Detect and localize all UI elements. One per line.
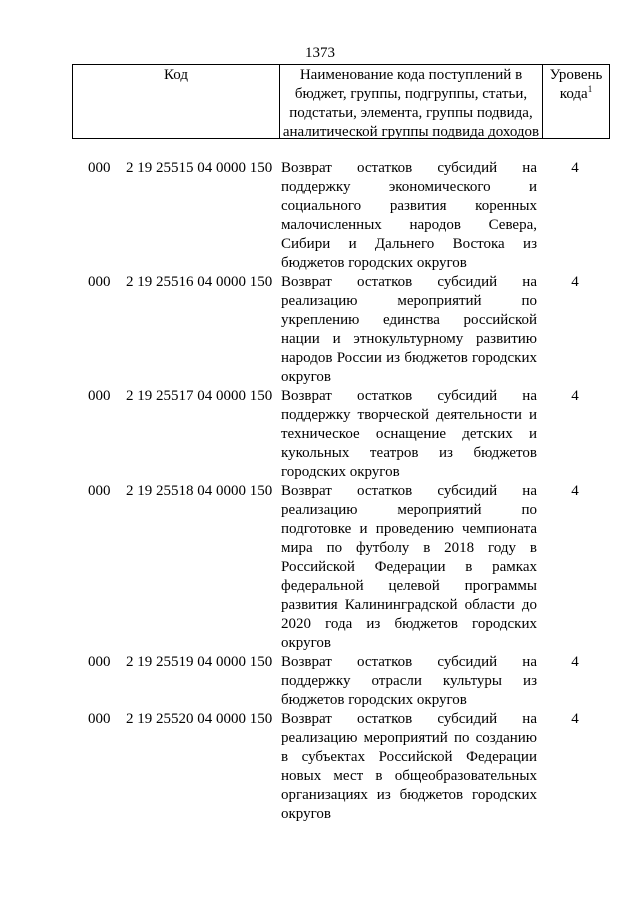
code-description: Возврат остатков субсидий на реализацию мероприятий по укреплению единства российской нации и этнокультурному развитию народов России из бюджетов городских округов [281,274,537,385]
header-level [543,65,609,138]
page-number: 1373 [305,45,335,61]
table-row [0,653,640,710]
code-description: Возврат остатков субсидий на реализацию мероприятий по созданию в субъектах Российской Федерации новых мест в общеобразовательных организациях из бюджетов городских округов [281,711,537,822]
admin-code: 000 [88,160,111,176]
code-level: 4 [571,388,579,404]
revenue-code: 2 19 25520 04 0000 150 [126,711,273,727]
revenue-code: 2 19 25515 04 0000 150 [126,160,273,176]
admin-code: 000 [88,483,111,499]
table-row [0,159,640,273]
table-row [0,710,640,824]
header-name: Наименование кода поступлений в бюджет, группы, подгруппы, статьи, подстатьи, элемента, группы подвида, аналитической группы подвида доходов [280,65,543,138]
table-row [0,482,640,653]
revenue-code: 2 19 25517 04 0000 150 [126,388,273,404]
revenue-code: 2 19 25519 04 0000 150 [126,654,273,670]
table-body [0,159,640,824]
code-description: Возврат остатков субсидий на реализацию мероприятий по подготовке и проведению чемпионата мира по футболу в 2018 году в Российской Федерации в рамках федеральной целевой программы развития Калининградской области до 2020 года из бюджетов городских округов [281,483,537,651]
admin-code: 000 [88,274,111,290]
header-level-footnote: 1 [587,84,593,94]
code-level: 4 [571,711,579,727]
code-level: 4 [571,160,579,176]
revenue-code: 2 19 25518 04 0000 150 [126,483,273,499]
table-header [72,64,610,139]
header-code: Код [73,65,280,138]
code-level: 4 [571,274,579,290]
code-level: 4 [571,483,579,499]
admin-code: 000 [88,388,111,404]
code-level: 4 [571,654,579,670]
admin-code: 000 [88,654,111,670]
header-level-label: Уровень кода [549,67,603,102]
code-description: Возврат остатков субсидий на поддержку отрасли культуры из бюджетов городских округов [281,654,537,708]
table-row [0,387,640,482]
code-description: Возврат остатков субсидий на поддержку творческой деятельности и техническое оснащение детских и кукольных театров из бюджетов городских округов [281,388,537,480]
code-description: Возврат остатков субсидий на поддержку экономического и социального развития коренных малочисленных народов Севера, Сибири и Дальнего Востока из бюджетов городских округов [281,160,537,271]
revenue-code: 2 19 25516 04 0000 150 [126,274,273,290]
admin-code: 000 [88,711,111,727]
table-row [0,273,640,387]
